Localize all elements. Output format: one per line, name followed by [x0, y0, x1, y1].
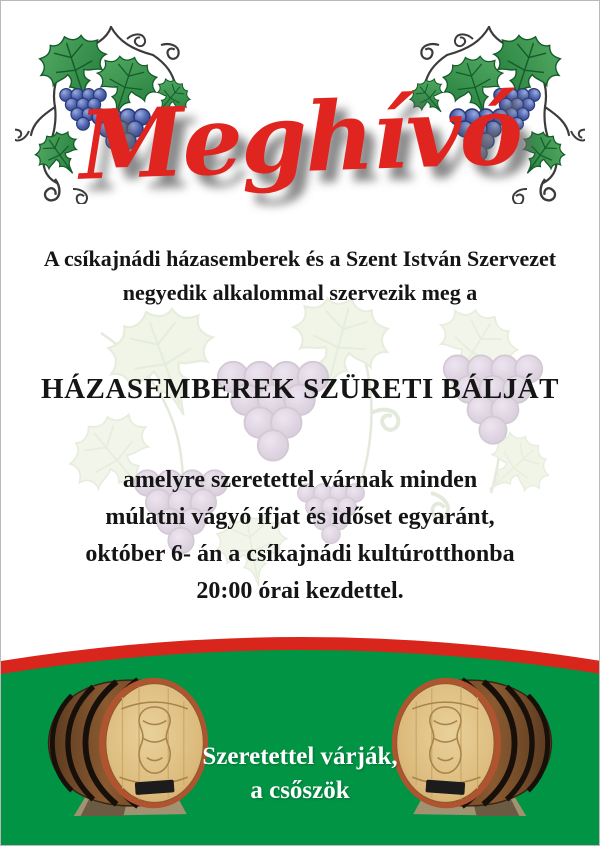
body-paragraph	[1, 462, 599, 610]
poster-title: Meghívó	[77, 75, 523, 202]
body-line-2: múlatni vágyó ífjat és időset egyaránt,	[105, 504, 495, 530]
event-headline: HÁZASEMBEREK SZÜRETI BÁLJÁT	[41, 373, 559, 405]
body-line-1: amelyre szeretettel várnak minden	[122, 467, 478, 493]
intro-line-1: A csíkajnádi házasemberek és a Szent István Szervezet	[43, 246, 557, 271]
intro-line-2: negyedik alkalommal szervezik meg a	[122, 280, 478, 305]
body-line-4: 20:00 órai kezdettel.	[196, 578, 404, 604]
intro-paragraph	[1, 242, 599, 310]
footer-text	[1, 740, 599, 808]
body-line-3: október 6- án a csíkajnádi kultúrotthonba	[85, 541, 515, 567]
footer-line-1: Szeretettel várják,	[202, 743, 398, 770]
footer-line-2: a csőszök	[250, 777, 350, 804]
